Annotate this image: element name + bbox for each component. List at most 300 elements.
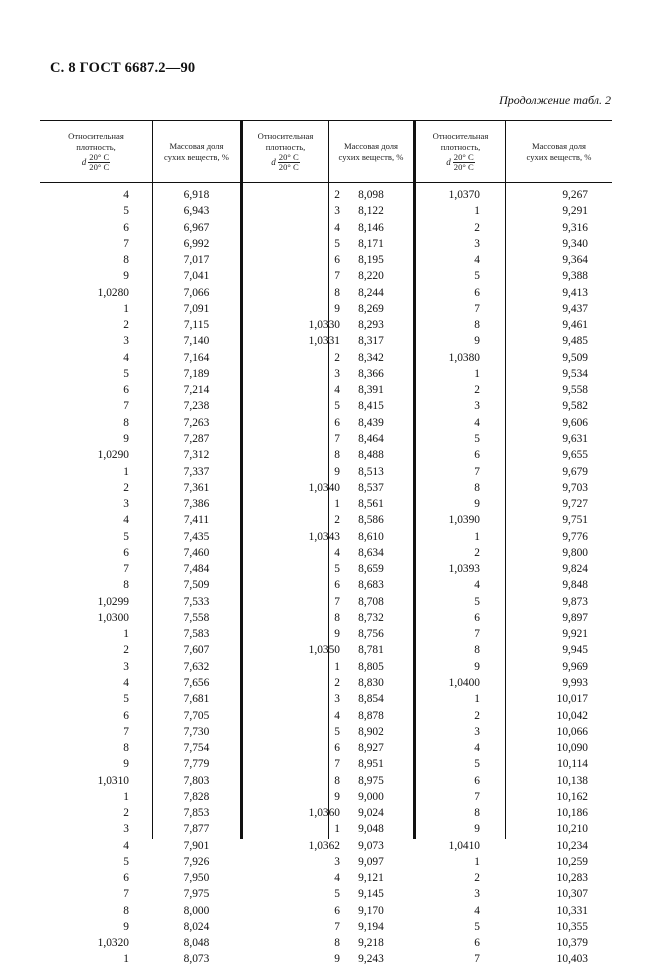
density-cell: 1 bbox=[123, 790, 129, 803]
density-symbol: d bbox=[446, 157, 451, 167]
density-cell: 7 bbox=[474, 465, 480, 478]
density-cell: 1,0343 bbox=[308, 530, 340, 543]
density-cell: 1,0380 bbox=[448, 351, 480, 364]
mass-fraction-cell: 7,066 bbox=[183, 286, 210, 299]
mass-fraction-cell: 9,485 bbox=[562, 335, 588, 348]
density-cell: 9 bbox=[123, 432, 129, 445]
mass-fraction-cell: 7,017 bbox=[183, 254, 210, 267]
mass-fraction-cell: 9,024 bbox=[358, 807, 384, 820]
mass-fraction-cell: 9,703 bbox=[562, 481, 588, 494]
density-cell: 8 bbox=[474, 319, 480, 332]
density-cell: 2 bbox=[334, 676, 340, 689]
mass-fraction-cell: 8,073 bbox=[183, 953, 210, 966]
table-row bbox=[40, 447, 612, 463]
density-cell: 9 bbox=[123, 920, 129, 933]
density-cell: 5 bbox=[334, 237, 340, 250]
density-cell: 4 bbox=[123, 189, 129, 201]
mass-fraction-cell: 10,355 bbox=[556, 920, 588, 933]
density-cell: 1,0330 bbox=[308, 319, 340, 332]
header-line: Массовая доля bbox=[531, 140, 587, 151]
density-cell: 5 bbox=[474, 920, 480, 933]
density-cell: 9 bbox=[474, 335, 480, 348]
mass-fraction-cell: 9,582 bbox=[562, 400, 588, 413]
mass-fraction-cell: 9,509 bbox=[562, 351, 588, 364]
table-row bbox=[40, 675, 612, 691]
mass-fraction-cell: 9,921 bbox=[562, 628, 588, 641]
mass-fraction-cell: 6,967 bbox=[183, 221, 210, 234]
mass-fraction-cell: 10,331 bbox=[556, 904, 588, 917]
mass-fraction-cell: 9,291 bbox=[562, 205, 588, 218]
mass-fraction-cell: 8,805 bbox=[358, 660, 384, 673]
table-row bbox=[40, 220, 612, 236]
density-cell: 8 bbox=[123, 254, 129, 267]
mass-fraction-cell: 8,975 bbox=[358, 774, 384, 787]
mass-fraction-cell: 7,975 bbox=[183, 888, 210, 901]
mass-fraction-cell: 7,779 bbox=[183, 758, 210, 771]
mass-fraction-cell: 7,583 bbox=[183, 628, 210, 641]
mass-fraction-cell: 10,066 bbox=[556, 725, 588, 738]
density-cell: 7 bbox=[474, 953, 480, 966]
density-cell: 1 bbox=[334, 823, 340, 836]
mass-fraction-cell: 9,097 bbox=[358, 855, 384, 868]
mass-fraction-cell: 9,437 bbox=[562, 302, 588, 315]
table-row bbox=[40, 659, 612, 675]
density-cell: 4 bbox=[474, 254, 480, 267]
fraction-numerator: 20° C bbox=[89, 152, 110, 162]
density-cell: 9 bbox=[334, 302, 340, 315]
density-cell: 1,0400 bbox=[448, 676, 480, 689]
mass-fraction-cell: 8,366 bbox=[358, 367, 384, 380]
density-cell: 2 bbox=[334, 351, 340, 364]
density-cell: 3 bbox=[474, 888, 480, 901]
header-line: Массовая доля bbox=[343, 140, 399, 151]
density-cell: 1,0350 bbox=[308, 644, 340, 657]
density-cell: 2 bbox=[474, 384, 480, 397]
density-cell: 4 bbox=[474, 742, 480, 755]
header-line: сухих веществ, % bbox=[526, 151, 592, 162]
mass-fraction-cell: 8,293 bbox=[358, 319, 384, 332]
mass-fraction-cell: 7,754 bbox=[183, 742, 210, 755]
density-cell: 8 bbox=[123, 579, 129, 592]
mass-fraction-cell: 8,610 bbox=[358, 530, 384, 543]
table-row bbox=[40, 951, 612, 967]
mass-fraction-cell: 8,024 bbox=[183, 920, 210, 933]
density-cell: 1 bbox=[123, 302, 129, 315]
header-relative-density bbox=[40, 121, 152, 182]
density-cell: 3 bbox=[334, 367, 340, 380]
header-line: Относительная bbox=[257, 131, 314, 141]
mass-fraction-cell: 6,943 bbox=[183, 205, 210, 218]
mass-fraction-cell: 9,267 bbox=[562, 189, 588, 201]
table-row bbox=[40, 642, 612, 658]
mass-fraction-cell: 9,751 bbox=[562, 514, 588, 527]
mass-fraction-cell: 9,824 bbox=[562, 563, 588, 576]
mass-fraction-cell: 7,705 bbox=[183, 709, 210, 722]
density-cell: 4 bbox=[474, 416, 480, 429]
table-row bbox=[40, 691, 612, 707]
mass-fraction-cell: 9,679 bbox=[562, 465, 588, 478]
density-cell: 8 bbox=[334, 286, 340, 299]
density-cell: 4 bbox=[123, 351, 129, 364]
density-cell: 2 bbox=[474, 872, 480, 885]
density-cell: 1,0340 bbox=[308, 481, 340, 494]
mass-fraction-cell: 8,464 bbox=[358, 432, 384, 445]
density-cell: 1 bbox=[123, 628, 129, 641]
density-cell: 1,0390 bbox=[448, 514, 480, 527]
mass-fraction-cell: 7,287 bbox=[183, 432, 210, 445]
table-row bbox=[40, 724, 612, 740]
density-cell: 9 bbox=[123, 758, 129, 771]
mass-fraction-cell: 8,171 bbox=[358, 237, 384, 250]
density-cell: 4 bbox=[123, 514, 129, 527]
mass-fraction-cell: 9,340 bbox=[562, 237, 588, 250]
density-cell: 8 bbox=[334, 937, 340, 950]
density-cell: 5 bbox=[334, 725, 340, 738]
mass-fraction-cell: 7,164 bbox=[183, 351, 210, 364]
density-cell: 6 bbox=[334, 742, 340, 755]
density-cell: 6 bbox=[123, 709, 129, 722]
density-cell: 4 bbox=[334, 384, 340, 397]
density-cell: 6 bbox=[123, 546, 129, 559]
mass-fraction-cell: 8,561 bbox=[358, 498, 384, 511]
header-line: плотность, bbox=[76, 142, 116, 152]
density-cell: 7 bbox=[123, 563, 129, 576]
density-cell: 9 bbox=[123, 270, 129, 283]
mass-fraction-cell: 7,901 bbox=[183, 839, 210, 852]
table-row bbox=[40, 545, 612, 561]
header-divider bbox=[40, 182, 612, 183]
mass-fraction-cell: 7,681 bbox=[183, 693, 210, 706]
header-dry-matter-mass-fraction bbox=[153, 121, 240, 182]
mass-fraction-cell: 9,800 bbox=[562, 546, 588, 559]
mass-fraction-cell: 7,607 bbox=[183, 644, 210, 657]
mass-fraction-cell: 10,138 bbox=[556, 774, 588, 787]
page-header: С. 8 ГОСТ 6687.2—90 bbox=[50, 60, 196, 76]
density-cell: 2 bbox=[474, 709, 480, 722]
mass-fraction-cell: 8,708 bbox=[358, 595, 384, 608]
table-row bbox=[40, 333, 612, 349]
table-row bbox=[40, 464, 612, 480]
mass-fraction-cell: 9,558 bbox=[562, 384, 588, 397]
table-row bbox=[40, 187, 612, 203]
density-cell: 4 bbox=[123, 676, 129, 689]
mass-fraction-cell: 8,146 bbox=[358, 221, 384, 234]
mass-fraction-cell: 7,435 bbox=[183, 530, 210, 543]
header-line: плотность, bbox=[265, 142, 306, 152]
mass-fraction-cell: 8,756 bbox=[358, 628, 384, 641]
density-cell: 8 bbox=[334, 449, 340, 462]
density-cell: 1 bbox=[123, 953, 129, 966]
density-cell: 6 bbox=[474, 937, 480, 950]
density-cell: 7 bbox=[474, 790, 480, 803]
mass-fraction-cell: 6,918 bbox=[183, 189, 210, 201]
density-cell: 8 bbox=[123, 416, 129, 429]
mass-fraction-cell: 10,210 bbox=[556, 823, 588, 836]
mass-fraction-cell: 10,234 bbox=[556, 839, 588, 852]
mass-fraction-cell: 9,461 bbox=[562, 319, 588, 332]
mass-fraction-cell: 8,586 bbox=[358, 514, 384, 527]
table-row bbox=[40, 870, 612, 886]
density-cell: 1 bbox=[123, 465, 129, 478]
table-row bbox=[40, 512, 612, 528]
mass-fraction-cell: 7,730 bbox=[183, 725, 210, 738]
density-cell: 6 bbox=[474, 449, 480, 462]
mass-fraction-cell: 8,659 bbox=[358, 563, 384, 576]
density-cell: 2 bbox=[123, 319, 129, 332]
fraction-denominator: 20° C bbox=[453, 162, 474, 172]
density-cell: 1,0280 bbox=[97, 286, 129, 299]
header-relative-density bbox=[416, 121, 505, 182]
table-row bbox=[40, 350, 612, 366]
fraction-denominator: 20° C bbox=[89, 162, 110, 172]
density-cell: 7 bbox=[334, 432, 340, 445]
density-cell: 3 bbox=[474, 400, 480, 413]
mass-fraction-cell: 10,283 bbox=[556, 872, 588, 885]
mass-fraction-cell: 7,632 bbox=[183, 660, 210, 673]
mass-fraction-cell: 8,317 bbox=[358, 335, 384, 348]
table-row bbox=[40, 626, 612, 642]
header-line: Относительная bbox=[68, 131, 124, 141]
table-row bbox=[40, 268, 612, 284]
mass-fraction-cell: 10,042 bbox=[556, 709, 588, 722]
table-row bbox=[40, 789, 612, 805]
table-row bbox=[40, 903, 612, 919]
mass-fraction-cell: 9,170 bbox=[358, 904, 384, 917]
density-cell: 5 bbox=[334, 888, 340, 901]
table-row bbox=[40, 740, 612, 756]
mass-fraction-cell: 7,853 bbox=[183, 807, 210, 820]
mass-fraction-cell: 8,439 bbox=[358, 416, 384, 429]
mass-fraction-cell: 7,533 bbox=[183, 595, 210, 608]
mass-fraction-cell: 7,950 bbox=[183, 872, 210, 885]
mass-fraction-cell: 9,121 bbox=[358, 872, 384, 885]
table-row bbox=[40, 756, 612, 772]
table-body bbox=[40, 187, 612, 968]
density-cell: 1,0370 bbox=[448, 189, 480, 201]
density-cell: 5 bbox=[123, 693, 129, 706]
density-cell: 8 bbox=[123, 742, 129, 755]
table-row bbox=[40, 366, 612, 382]
mass-fraction-cell: 7,041 bbox=[183, 270, 210, 283]
mass-fraction-cell: 9,945 bbox=[562, 644, 588, 657]
density-cell: 6 bbox=[474, 286, 480, 299]
density-cell: 5 bbox=[334, 563, 340, 576]
density-cell: 1,0410 bbox=[448, 839, 480, 852]
density-cell: 7 bbox=[123, 237, 129, 250]
mass-fraction-cell: 10,403 bbox=[556, 953, 588, 966]
density-cell: 3 bbox=[123, 335, 129, 348]
density-cell: 7 bbox=[334, 920, 340, 933]
mass-fraction-cell: 10,162 bbox=[556, 790, 588, 803]
mass-fraction-cell: 7,509 bbox=[183, 579, 210, 592]
density-cell: 2 bbox=[334, 514, 340, 527]
density-cell: 2 bbox=[123, 644, 129, 657]
mass-fraction-cell: 7,460 bbox=[183, 546, 210, 559]
density-cell: 1,0331 bbox=[308, 335, 340, 348]
mass-fraction-cell: 8,902 bbox=[358, 725, 384, 738]
mass-fraction-cell: 8,488 bbox=[358, 449, 384, 462]
density-cell: 7 bbox=[123, 725, 129, 738]
mass-fraction-cell: 7,656 bbox=[183, 676, 210, 689]
mass-fraction-cell: 8,391 bbox=[358, 384, 384, 397]
mass-fraction-cell: 7,828 bbox=[183, 790, 210, 803]
mass-fraction-cell: 9,000 bbox=[358, 790, 384, 803]
density-cell: 2 bbox=[334, 189, 340, 201]
density-cell: 5 bbox=[123, 530, 129, 543]
table-row bbox=[40, 285, 612, 301]
table-row bbox=[40, 480, 612, 496]
density-cell: 4 bbox=[123, 839, 129, 852]
mass-fraction-cell: 9,897 bbox=[562, 611, 588, 624]
mass-fraction-cell: 9,073 bbox=[358, 839, 384, 852]
mass-fraction-cell: 8,537 bbox=[358, 481, 384, 494]
density-cell: 6 bbox=[334, 416, 340, 429]
table-continuation-label: Продолжение табл. 2 bbox=[499, 93, 611, 107]
density-cell: 8 bbox=[123, 904, 129, 917]
mass-fraction-cell: 7,238 bbox=[183, 400, 210, 413]
density-cell: 4 bbox=[474, 579, 480, 592]
mass-fraction-cell: 9,413 bbox=[562, 286, 588, 299]
table-row bbox=[40, 708, 612, 724]
density-cell: 1,0290 bbox=[97, 449, 129, 462]
density-cell: 9 bbox=[334, 628, 340, 641]
density-cell: 8 bbox=[334, 774, 340, 787]
table-row bbox=[40, 821, 612, 837]
mass-fraction-cell: 7,312 bbox=[183, 449, 210, 462]
density-cell: 1 bbox=[334, 660, 340, 673]
density-cell: 9 bbox=[334, 953, 340, 966]
table-row bbox=[40, 919, 612, 935]
mass-fraction-cell: 8,927 bbox=[358, 742, 384, 755]
density-cell: 6 bbox=[123, 384, 129, 397]
header-dry-matter-mass-fraction bbox=[506, 121, 612, 182]
density-cell: 5 bbox=[334, 400, 340, 413]
mass-fraction-cell: 9,606 bbox=[562, 416, 588, 429]
table-row bbox=[40, 594, 612, 610]
table-row bbox=[40, 561, 612, 577]
table-row bbox=[40, 838, 612, 854]
table-row bbox=[40, 610, 612, 626]
mass-fraction-cell: 7,877 bbox=[183, 823, 210, 836]
density-cell: 8 bbox=[334, 611, 340, 624]
mass-fraction-cell: 8,269 bbox=[358, 302, 384, 315]
density-cell: 5 bbox=[474, 270, 480, 283]
density-cell: 3 bbox=[334, 205, 340, 218]
density-cell: 6 bbox=[334, 904, 340, 917]
density-cell: 6 bbox=[123, 872, 129, 885]
mass-fraction-cell: 9,364 bbox=[562, 254, 588, 267]
mass-fraction-cell: 7,263 bbox=[183, 416, 210, 429]
mass-fraction-cell: 9,534 bbox=[562, 367, 588, 380]
table-row bbox=[40, 431, 612, 447]
mass-fraction-cell: 7,189 bbox=[183, 367, 210, 380]
table-row bbox=[40, 935, 612, 951]
mass-fraction-cell: 9,969 bbox=[562, 660, 588, 673]
density-cell: 6 bbox=[474, 774, 480, 787]
density-cell: 7 bbox=[474, 628, 480, 641]
mass-fraction-cell: 8,122 bbox=[358, 205, 384, 218]
header-line: Массовая доля bbox=[169, 140, 224, 151]
mass-fraction-cell: 8,415 bbox=[358, 400, 384, 413]
density-cell: 2 bbox=[123, 807, 129, 820]
density-cell: 1,0320 bbox=[97, 937, 129, 950]
density-cell: 3 bbox=[334, 693, 340, 706]
density-cell: 3 bbox=[123, 823, 129, 836]
header-dry-matter-mass-fraction bbox=[329, 121, 413, 182]
table-row bbox=[40, 203, 612, 219]
density-cell: 1,0393 bbox=[448, 563, 480, 576]
mass-fraction-cell: 7,926 bbox=[183, 855, 210, 868]
density-cell: 7 bbox=[334, 595, 340, 608]
mass-fraction-cell: 7,091 bbox=[183, 302, 210, 315]
density-cell: 1,0362 bbox=[308, 839, 340, 852]
mass-fraction-cell: 8,634 bbox=[358, 546, 384, 559]
density-cell: 5 bbox=[123, 205, 129, 218]
table-row bbox=[40, 886, 612, 902]
density-cell: 6 bbox=[474, 611, 480, 624]
density-cell: 4 bbox=[334, 221, 340, 234]
mass-fraction-cell: 9,776 bbox=[562, 530, 588, 543]
density-cell: 9 bbox=[334, 790, 340, 803]
mass-fraction-cell: 7,361 bbox=[183, 481, 210, 494]
density-cell: 2 bbox=[474, 221, 480, 234]
mass-fraction-cell: 9,243 bbox=[358, 953, 384, 966]
mass-fraction-cell: 9,388 bbox=[562, 270, 588, 283]
table-row bbox=[40, 854, 612, 870]
mass-fraction-cell: 8,000 bbox=[183, 904, 210, 917]
density-symbol: d bbox=[81, 157, 87, 167]
mass-fraction-cell: 8,830 bbox=[358, 676, 384, 689]
mass-fraction-cell: 8,732 bbox=[358, 611, 384, 624]
density-fraction bbox=[446, 153, 474, 172]
density-cell: 9 bbox=[334, 465, 340, 478]
density-cell: 4 bbox=[334, 872, 340, 885]
mass-fraction-cell: 9,145 bbox=[358, 888, 384, 901]
mass-fraction-cell: 8,513 bbox=[358, 465, 384, 478]
table-row bbox=[40, 236, 612, 252]
table-row bbox=[40, 496, 612, 512]
mass-fraction-cell: 9,873 bbox=[562, 595, 588, 608]
table-row bbox=[40, 773, 612, 789]
fraction-numerator: 20° C bbox=[453, 152, 474, 162]
mass-fraction-cell: 7,337 bbox=[183, 465, 210, 478]
density-cell: 3 bbox=[474, 237, 480, 250]
mass-fraction-cell: 7,484 bbox=[183, 563, 210, 576]
density-cell: 7 bbox=[474, 302, 480, 315]
density-cell: 3 bbox=[474, 725, 480, 738]
density-cell: 7 bbox=[123, 400, 129, 413]
mass-fraction-cell: 6,992 bbox=[183, 237, 210, 250]
mass-fraction-cell: 10,379 bbox=[556, 937, 588, 950]
density-cell: 7 bbox=[123, 888, 129, 901]
density-cell: 4 bbox=[334, 709, 340, 722]
mass-fraction-cell: 8,854 bbox=[358, 693, 384, 706]
density-cell: 8 bbox=[474, 481, 480, 494]
mass-fraction-cell: 8,878 bbox=[358, 709, 384, 722]
density-cell: 4 bbox=[334, 546, 340, 559]
mass-fraction-cell: 8,683 bbox=[358, 579, 384, 592]
mass-fraction-cell: 8,244 bbox=[358, 286, 384, 299]
mass-fraction-cell: 7,411 bbox=[183, 514, 210, 527]
density-cell: 1,0299 bbox=[97, 595, 129, 608]
mass-fraction-cell: 7,140 bbox=[183, 335, 210, 348]
mass-fraction-cell: 9,993 bbox=[562, 676, 588, 689]
mass-fraction-cell: 10,017 bbox=[556, 693, 588, 706]
fraction-numerator: 20° C bbox=[278, 152, 299, 162]
density-cell: 3 bbox=[123, 660, 129, 673]
mass-fraction-cell: 10,090 bbox=[556, 742, 588, 755]
density-cell: 1,0300 bbox=[97, 611, 129, 624]
